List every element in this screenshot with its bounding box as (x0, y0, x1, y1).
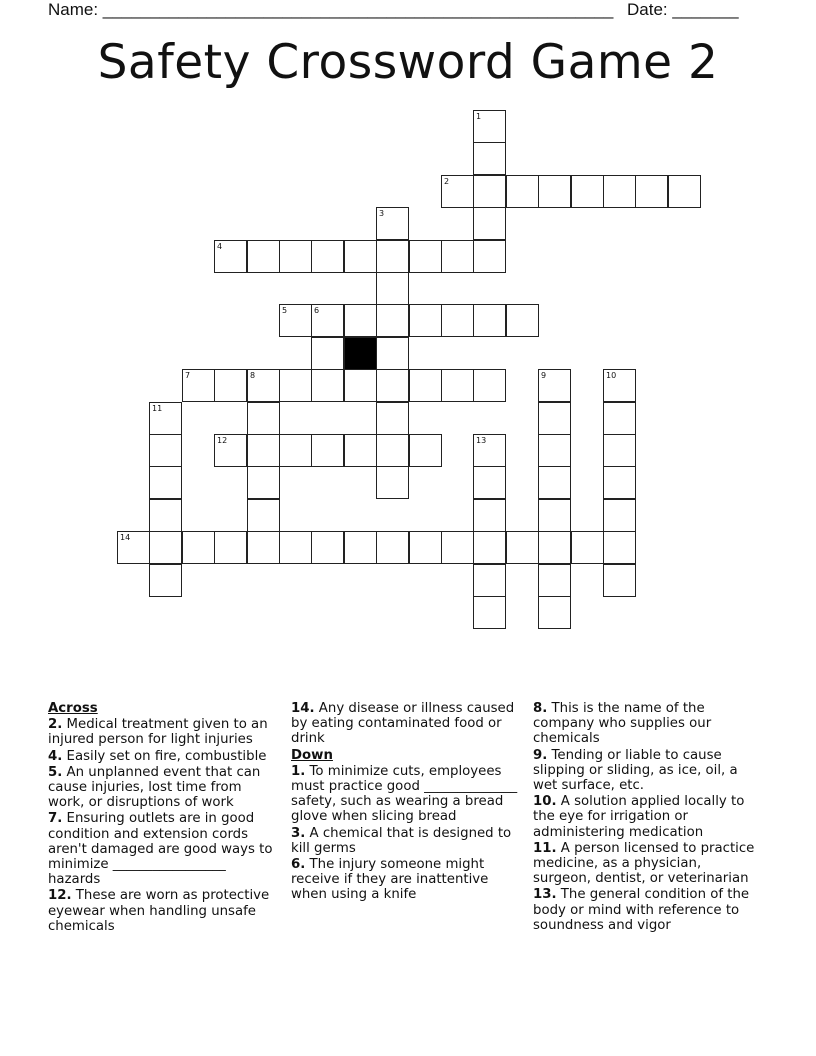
grid-cell[interactable] (506, 304, 539, 337)
grid-cell[interactable] (603, 499, 636, 532)
cell-number: 1 (476, 112, 482, 121)
clue-across-2: 2. Medical treatment given to an injured person for light injuries (48, 717, 268, 748)
grid-cell[interactable] (376, 531, 409, 564)
grid-cell[interactable] (344, 369, 377, 402)
grid-cell[interactable] (603, 564, 636, 597)
grid-cell[interactable] (311, 531, 344, 564)
grid-cell[interactable] (376, 240, 409, 273)
grid-cell[interactable] (279, 304, 312, 337)
clues-column-2 (291, 701, 519, 904)
grid-cell[interactable] (149, 402, 182, 435)
grid-cell[interactable] (247, 466, 280, 499)
grid-cell[interactable] (473, 434, 506, 467)
grid-cell[interactable] (344, 240, 377, 273)
grid-cell[interactable] (538, 466, 571, 499)
cell-number: 3 (379, 209, 385, 218)
grid-cell[interactable] (376, 402, 409, 435)
grid-cell[interactable] (117, 531, 150, 564)
clue-across-14: 14. Any disease or illness caused by eating contaminated food or drink (291, 701, 515, 747)
cell-number: 7 (185, 371, 191, 380)
grid-cell[interactable] (603, 531, 636, 564)
grid-cell[interactable] (182, 369, 215, 402)
grid-cell[interactable] (247, 240, 280, 273)
grid-cell[interactable] (409, 304, 442, 337)
grid-cell[interactable] (149, 466, 182, 499)
grid-cell[interactable] (473, 466, 506, 499)
date-field-line: Date: _______ (627, 0, 739, 19)
cell-number: 9 (541, 371, 547, 380)
grid-cell[interactable] (409, 434, 442, 467)
grid-cell[interactable] (311, 434, 344, 467)
clue-down-1: 1. To minimize cuts, employees must practice good ______________ safety, such as wearing a bread glove when slicing bread (291, 763, 518, 825)
grid-cell[interactable] (376, 369, 409, 402)
grid-cell[interactable] (473, 110, 506, 143)
grid-cell[interactable] (149, 434, 182, 467)
grid-cell[interactable] (538, 531, 571, 564)
grid-cell[interactable] (538, 175, 571, 208)
grid-cell[interactable] (311, 337, 344, 370)
clues-column-3 (533, 701, 761, 934)
cell-number: 12 (217, 436, 228, 445)
grid-cell[interactable] (603, 175, 636, 208)
grid-cell[interactable] (571, 531, 604, 564)
grid-cell[interactable] (506, 175, 539, 208)
clue-across-7: 7. Ensuring outlets are in good condition and extension cords aren't damaged are good ways to minimize _________________ hazards (48, 811, 273, 888)
grid-cell[interactable] (441, 240, 474, 273)
grid-cell[interactable] (344, 434, 377, 467)
grid-cell[interactable] (473, 142, 506, 175)
grid-cell[interactable] (441, 304, 474, 337)
clue-down-8: 8. This is the name of the company who supplies our chemicals (533, 701, 712, 747)
grid-cell[interactable] (538, 499, 571, 532)
name-field-line: Name: ______________________________________________________ (48, 0, 614, 19)
grid-cell[interactable] (538, 402, 571, 435)
grid-cell[interactable] (473, 207, 506, 240)
clue-down-13: 13. The general condition of the body or mind with reference to soundness and vigor (533, 887, 750, 933)
grid-cell[interactable] (473, 369, 506, 402)
cell-number: 4 (217, 242, 223, 251)
grid-cell[interactable] (506, 531, 539, 564)
grid-cell[interactable] (247, 434, 280, 467)
clue-down-6: 6. The injury someone might receive if they are inattentive when using a knife (291, 857, 489, 903)
clue-across-12: 12. These are worn as protective eyewear when handling unsafe chemicals (48, 888, 270, 934)
grid-cell[interactable] (409, 240, 442, 273)
grid-cell[interactable] (441, 531, 474, 564)
page-title: Safety Crossword Game 2 (97, 35, 719, 90)
grid-cell[interactable] (214, 434, 247, 467)
grid-cell[interactable] (344, 531, 377, 564)
clue-across-5: 5. An unplanned event that can cause injuries, lost time from work, or disruptions of work (48, 764, 261, 811)
clue-down-11: 11. A person licensed to practice medicine, as a physician, surgeon, dentist, or veterinarian (533, 840, 755, 887)
grid-cell[interactable] (441, 369, 474, 402)
grid-cell[interactable] (473, 531, 506, 564)
grid-cell[interactable] (538, 369, 571, 402)
grid-cell[interactable] (376, 272, 409, 305)
blocked-cell (344, 337, 377, 370)
clue-down-3: 3. A chemical that is designed to kill germs (291, 825, 512, 856)
grid-cell[interactable] (279, 240, 312, 273)
grid-cell[interactable] (409, 369, 442, 402)
grid-cell[interactable] (247, 499, 280, 532)
grid-cell[interactable] (247, 369, 280, 402)
grid-cell[interactable] (311, 240, 344, 273)
cell-number: 2 (444, 177, 450, 186)
grid-cell[interactable] (538, 434, 571, 467)
grid-cell[interactable] (571, 175, 604, 208)
grid-cell[interactable] (635, 175, 668, 208)
grid-cell[interactable] (668, 175, 701, 208)
grid-cell[interactable] (603, 402, 636, 435)
cell-number: 13 (476, 436, 487, 445)
grid-cell[interactable] (473, 175, 506, 208)
grid-cell[interactable] (473, 596, 506, 629)
clues-column-1 (48, 701, 276, 935)
cell-number: 5 (282, 306, 288, 315)
grid-cell[interactable] (214, 531, 247, 564)
grid-cell[interactable] (182, 531, 215, 564)
grid-cell[interactable] (538, 564, 571, 597)
grid-cell[interactable] (311, 369, 344, 402)
grid-cell[interactable] (311, 304, 344, 337)
cell-number: 6 (314, 306, 320, 315)
cell-number: 11 (152, 404, 163, 413)
grid-cell[interactable] (376, 466, 409, 499)
grid-cell[interactable] (247, 531, 280, 564)
grid-cell[interactable] (473, 304, 506, 337)
down-heading: Down (291, 747, 333, 763)
grid-cell[interactable] (473, 240, 506, 273)
grid-cell[interactable] (247, 402, 280, 435)
grid-cell[interactable] (603, 466, 636, 499)
grid-cell[interactable] (603, 369, 636, 402)
across-heading: Across (48, 701, 98, 716)
grid-cell[interactable] (149, 531, 182, 564)
cell-number: 10 (606, 371, 617, 380)
grid-cell[interactable] (603, 434, 636, 467)
clue-across-4: 4. Easily set on fire, combustible (48, 748, 267, 764)
grid-cell[interactable] (538, 596, 571, 629)
grid-cell[interactable] (441, 175, 474, 208)
grid-cell[interactable] (376, 207, 409, 240)
cell-number: 14 (120, 533, 131, 542)
grid-cell[interactable] (376, 337, 409, 370)
grid-cell[interactable] (473, 499, 506, 532)
grid-cell[interactable] (409, 531, 442, 564)
cell-number: 8 (250, 371, 256, 380)
grid-cell[interactable] (214, 240, 247, 273)
grid-cell[interactable] (473, 564, 506, 597)
grid-cell[interactable] (279, 434, 312, 467)
grid-cell[interactable] (279, 531, 312, 564)
grid-cell[interactable] (214, 369, 247, 402)
grid-cell[interactable] (149, 499, 182, 532)
grid-cell[interactable] (149, 564, 182, 597)
grid-cell[interactable] (279, 369, 312, 402)
grid-cell[interactable] (376, 434, 409, 467)
grid-cell[interactable] (344, 304, 377, 337)
clue-down-10: 10. A solution applied locally to the eye for irrigation or administering medication (533, 794, 745, 840)
grid-cell[interactable] (376, 304, 409, 337)
clue-down-9: 9. Tending or liable to cause slipping or sliding, as ice, oil, a wet surface, etc. (533, 747, 738, 794)
